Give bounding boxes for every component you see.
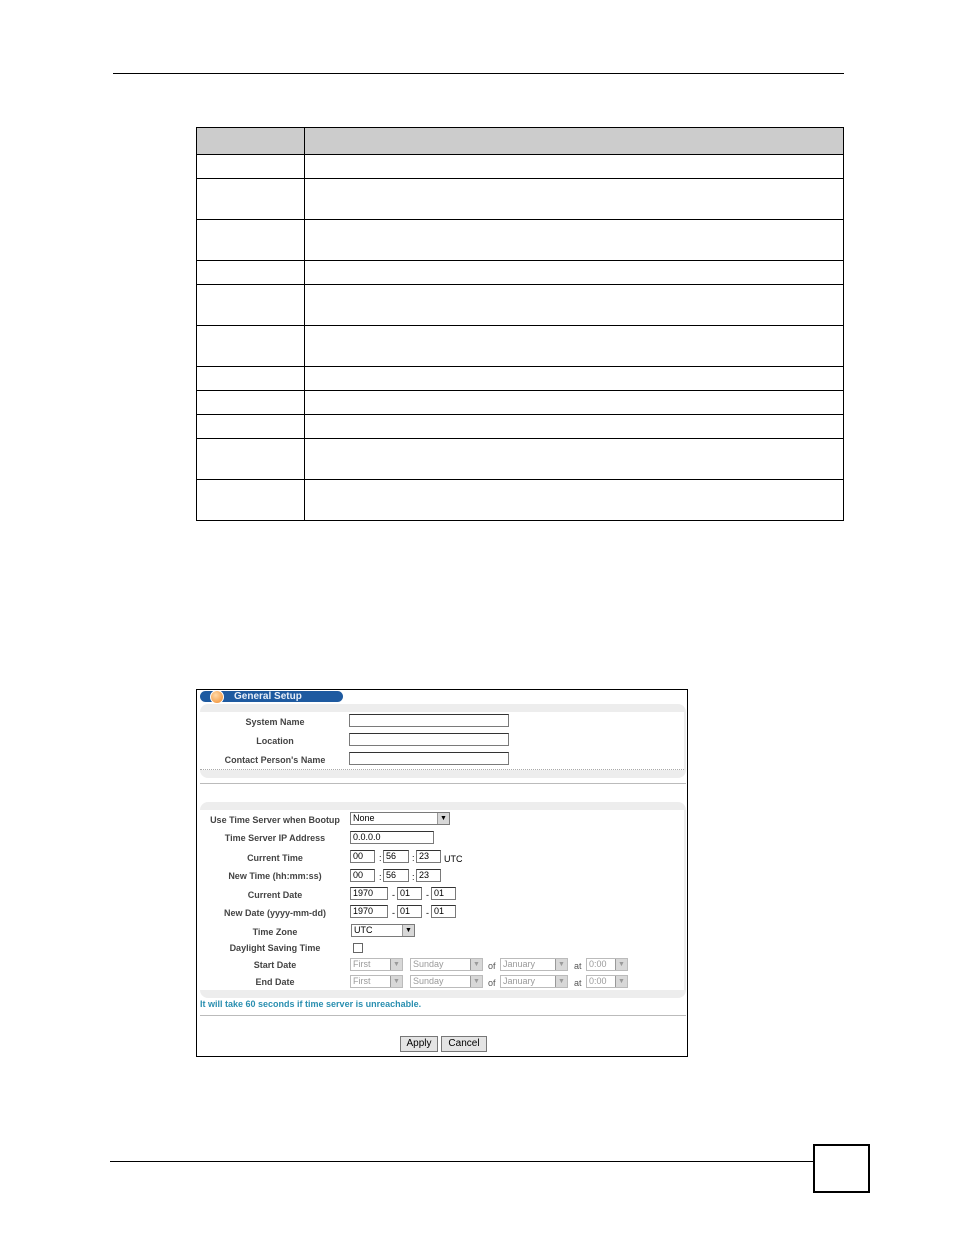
chevron-down-icon: ▼ (470, 976, 482, 987)
chevron-down-icon: ▼ (615, 976, 627, 987)
chevron-down-icon: ▼ (402, 925, 414, 936)
current-date-mm[interactable]: 01 (397, 887, 422, 900)
time-zone-row (200, 921, 684, 941)
current-date-label: Current Date (247, 890, 303, 900)
divider (200, 1015, 686, 1016)
time-server-ip-input[interactable]: 0.0.0.0 (350, 831, 434, 844)
new-time-row: New Time (hh:mm:ss) 00 : 56 : 23 (200, 866, 684, 886)
end-hour-select[interactable]: 0:00 ▼ (586, 975, 628, 988)
section-title-bar (200, 691, 343, 702)
chevron-down-icon: ▼ (437, 813, 449, 824)
table-row (197, 285, 844, 326)
divider (200, 783, 686, 784)
table-row (197, 439, 844, 480)
end-week-select[interactable]: First ▼ (350, 975, 403, 988)
location-input[interactable] (349, 733, 509, 746)
dst-checkbox[interactable] (353, 943, 363, 953)
time-server-select[interactable]: None ▼ (350, 812, 450, 825)
end-day-select[interactable]: Sunday ▼ (410, 975, 483, 988)
current-date-yyyy[interactable]: 1970 (350, 887, 388, 900)
new-date-row: New Date (yyyy-mm-dd) 1970 - 01 - 01 (200, 903, 684, 922)
field-description-table (196, 127, 844, 521)
table-row (197, 155, 844, 179)
contact-label: Contact Person's Name (224, 755, 326, 765)
start-day-select[interactable]: Sunday ▼ (410, 958, 483, 971)
dst-label: Daylight Saving Time (229, 943, 321, 953)
header-rule (113, 73, 844, 74)
system-name-input[interactable] (349, 714, 509, 727)
table-row (197, 179, 844, 220)
footer-rule (110, 1161, 814, 1162)
end-date-label: End Date (255, 977, 295, 987)
system-name-label: System Name (245, 717, 305, 727)
table-row (197, 261, 844, 285)
current-time-row: Current Time 00 : 56 : 23 UTC (200, 847, 684, 867)
time-server-ip-label: Time Server IP Address (224, 833, 326, 843)
start-date-label: Start Date (253, 960, 297, 970)
start-date-row: Start Date First ▼ Sunday ▼ of January ▼ at 0:00 ▼ (200, 956, 684, 974)
table-row (197, 220, 844, 261)
use-time-server-row (200, 810, 684, 829)
current-time-mm[interactable]: 56 (383, 850, 409, 863)
end-month-select[interactable]: January ▼ (500, 975, 568, 988)
time-zone-label: Time Zone (252, 927, 298, 937)
chevron-down-icon: ▼ (390, 976, 402, 987)
current-time-label: Current Time (247, 853, 303, 863)
new-time-ss[interactable]: 23 (416, 869, 441, 882)
current-date-dd[interactable]: 01 (431, 887, 456, 900)
chevron-down-icon: ▼ (615, 959, 627, 970)
chevron-down-icon: ▼ (470, 959, 482, 970)
location-row (200, 731, 684, 751)
new-date-label: New Date (yyyy-mm-dd) (223, 908, 327, 918)
time-zone-select[interactable]: UTC ▼ (351, 924, 415, 937)
new-date-yyyy[interactable]: 1970 (350, 905, 388, 918)
contact-row (200, 750, 684, 770)
chevron-down-icon: ▼ (555, 976, 567, 987)
new-date-dd[interactable]: 01 (431, 905, 456, 918)
time-server-note: It will take 60 seconds if time server is unreachable. (200, 999, 422, 1009)
dst-row (200, 940, 684, 957)
current-date-row: Current Date 1970 - 01 - 01 (200, 885, 684, 904)
new-time-mm[interactable]: 56 (383, 869, 409, 882)
table-row (197, 391, 844, 415)
location-label: Location (256, 736, 294, 746)
start-week-select[interactable]: First ▼ (350, 958, 403, 971)
contact-input[interactable] (349, 752, 509, 765)
page-number-box (813, 1144, 870, 1193)
general-setup-screenshot (196, 689, 688, 1057)
utc-suffix: UTC (444, 854, 463, 864)
end-date-row: End Date First ▼ Sunday ▼ of January ▼ at 0:00 ▼ (200, 973, 684, 990)
use-time-server-label: Use Time Server when Bootup (210, 815, 340, 825)
start-month-select[interactable]: January ▼ (500, 958, 568, 971)
table-row (197, 415, 844, 439)
chevron-down-icon: ▼ (390, 959, 402, 970)
chevron-down-icon: ▼ (555, 959, 567, 970)
section-title: General Setup (234, 691, 302, 702)
current-time-ss[interactable]: 23 (416, 850, 441, 863)
time-server-ip-row (200, 828, 684, 848)
system-name-row (200, 712, 684, 732)
current-time-hh[interactable]: 00 (350, 850, 375, 863)
start-hour-select[interactable]: 0:00 ▼ (586, 958, 628, 971)
new-time-hh[interactable]: 00 (350, 869, 375, 882)
orange-ball-icon (210, 690, 224, 704)
cancel-button[interactable]: Cancel (441, 1036, 487, 1052)
table-row (197, 367, 844, 391)
new-date-mm[interactable]: 01 (397, 905, 422, 918)
table-header-row (197, 128, 844, 155)
new-time-label: New Time (hh:mm:ss) (228, 871, 322, 881)
table-row (197, 480, 844, 521)
table-row (197, 326, 844, 367)
apply-button[interactable]: Apply (400, 1036, 438, 1052)
